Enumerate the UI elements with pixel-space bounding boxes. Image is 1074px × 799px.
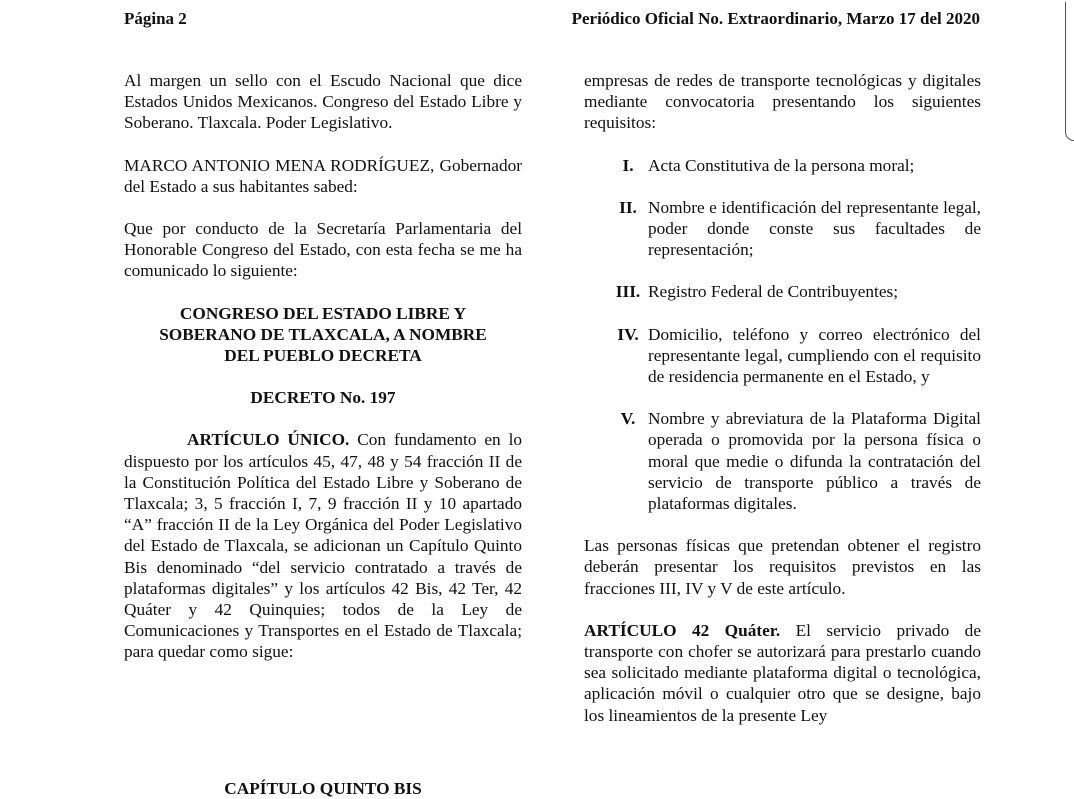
personas-fisicas-paragraph: Las personas físicas que pretendan obtener el registro deberán presentar los requisitos previstos en las fracciones III, IV y V de este artículo. [584, 536, 981, 598]
chapter-heading-cut: CAPÍTULO QUINTO BIS [224, 779, 422, 798]
article-unico-text: Con fundamento en lo dispuesto por los artículos 45, 47, 48 y 54 fracción II de la Constitución Política del Estado Libre y Soberano de Tlaxcala; 3, 5 fracción I, 7, 9 fracción II y 10 apartado “A” fracción II de la Ley Orgánica del Poder Legislativo del Estado de Tlaxcala, se adicionan un Capítulo Quinto Bis denominado “del servicio contratado a través de plataformas digitales” y los artículos 42 Bis, 42 Ter, 42 Quáter y 42 Quinquies; todos de la Ley de Comunicaciones y Transportes en el Estado de Tlaxcala; para quedar como sigue: [124, 430, 523, 662]
decree-heading-line-1: CONGRESO DEL ESTADO LIBRE Y [179, 303, 467, 323]
decree-heading-line-3: DEL PUEBLO DECRETA [224, 346, 422, 366]
list-item-number: IV. [617, 324, 639, 344]
decree-number: DECRETO No. 197 [250, 388, 396, 408]
right-column [584, 70, 981, 726]
requirements-intro: empresas de redes de transporte tecnológicas y digitales mediante convocatoria presentando los siguientes requisitos: [584, 71, 981, 133]
secretaria-paragraph: Que por conducto de la Secretaría Parlamentaria del Honorable Congreso del Estado, con esta fecha se me ha comunicado lo siguiente: [124, 219, 522, 281]
article-42-quater-label: ARTÍCULO 42 Quáter. [584, 620, 781, 640]
list-item-text: Registro Federal de Contribuyentes; [648, 282, 899, 302]
seal-paragraph: Al margen un sello con el Escudo Nacional que dice Estados Unidos Mexicanos. Congreso del Estado Libre y Soberano. Tlaxcala. Poder Legislativo. [124, 71, 522, 133]
left-column [124, 70, 522, 663]
page-number: Página 2 [124, 9, 187, 28]
article-unico-label: ARTÍCULO ÚNICO. [187, 430, 350, 450]
list-item-number: III. [615, 282, 641, 302]
list-item [584, 408, 981, 514]
list-item [584, 281, 981, 302]
list-item-text: Domicilio, teléfono y correo electrónico del representante legal, cumpliendo con el requisito de residencia permanente en el Estado, y [648, 324, 981, 387]
margin-bracket [1065, 2, 1074, 141]
article-unico-paragraph [124, 429, 522, 662]
list-item-number: I. [622, 155, 634, 175]
list-item [584, 197, 981, 261]
article-42-quater-text: El servicio privado de transporte con chofer se autorizará para prestarlo cuando sea solicitado mediante plataforma digital o tecnológica, aplicación móvil o cualquier otro que se designe, bajo los lineamientos de la presente Ley [584, 620, 981, 725]
list-item-number: V. [620, 409, 636, 429]
list-item-text: Nombre y abreviatura de la Plataforma Digital operada o promovida por la persona física o moral que medie o difunda la contratación del servicio de transporte público a través de plataformas digitales. [648, 409, 981, 514]
list-item [584, 324, 981, 388]
list-item-text: Acta Constitutiva de la persona moral; [648, 155, 915, 175]
decree-heading-line-2: SOBERANO DE TLAXCALA, A NOMBRE [159, 324, 487, 344]
article-42-quater-paragraph [584, 620, 981, 726]
publication-title: Periódico Oficial No. Extraordinario, Marzo 17 del 2020 [571, 9, 980, 28]
list-item-text: Nombre e identificación del representante legal, poder donde conste sus facultades de representación; [648, 197, 981, 260]
list-item-number: II. [619, 197, 637, 217]
list-item [584, 155, 981, 176]
governor-paragraph: MARCO ANTONIO MENA RODRÍGUEZ, Gobernador del Estado a sus habitantes sabed: [124, 155, 522, 196]
